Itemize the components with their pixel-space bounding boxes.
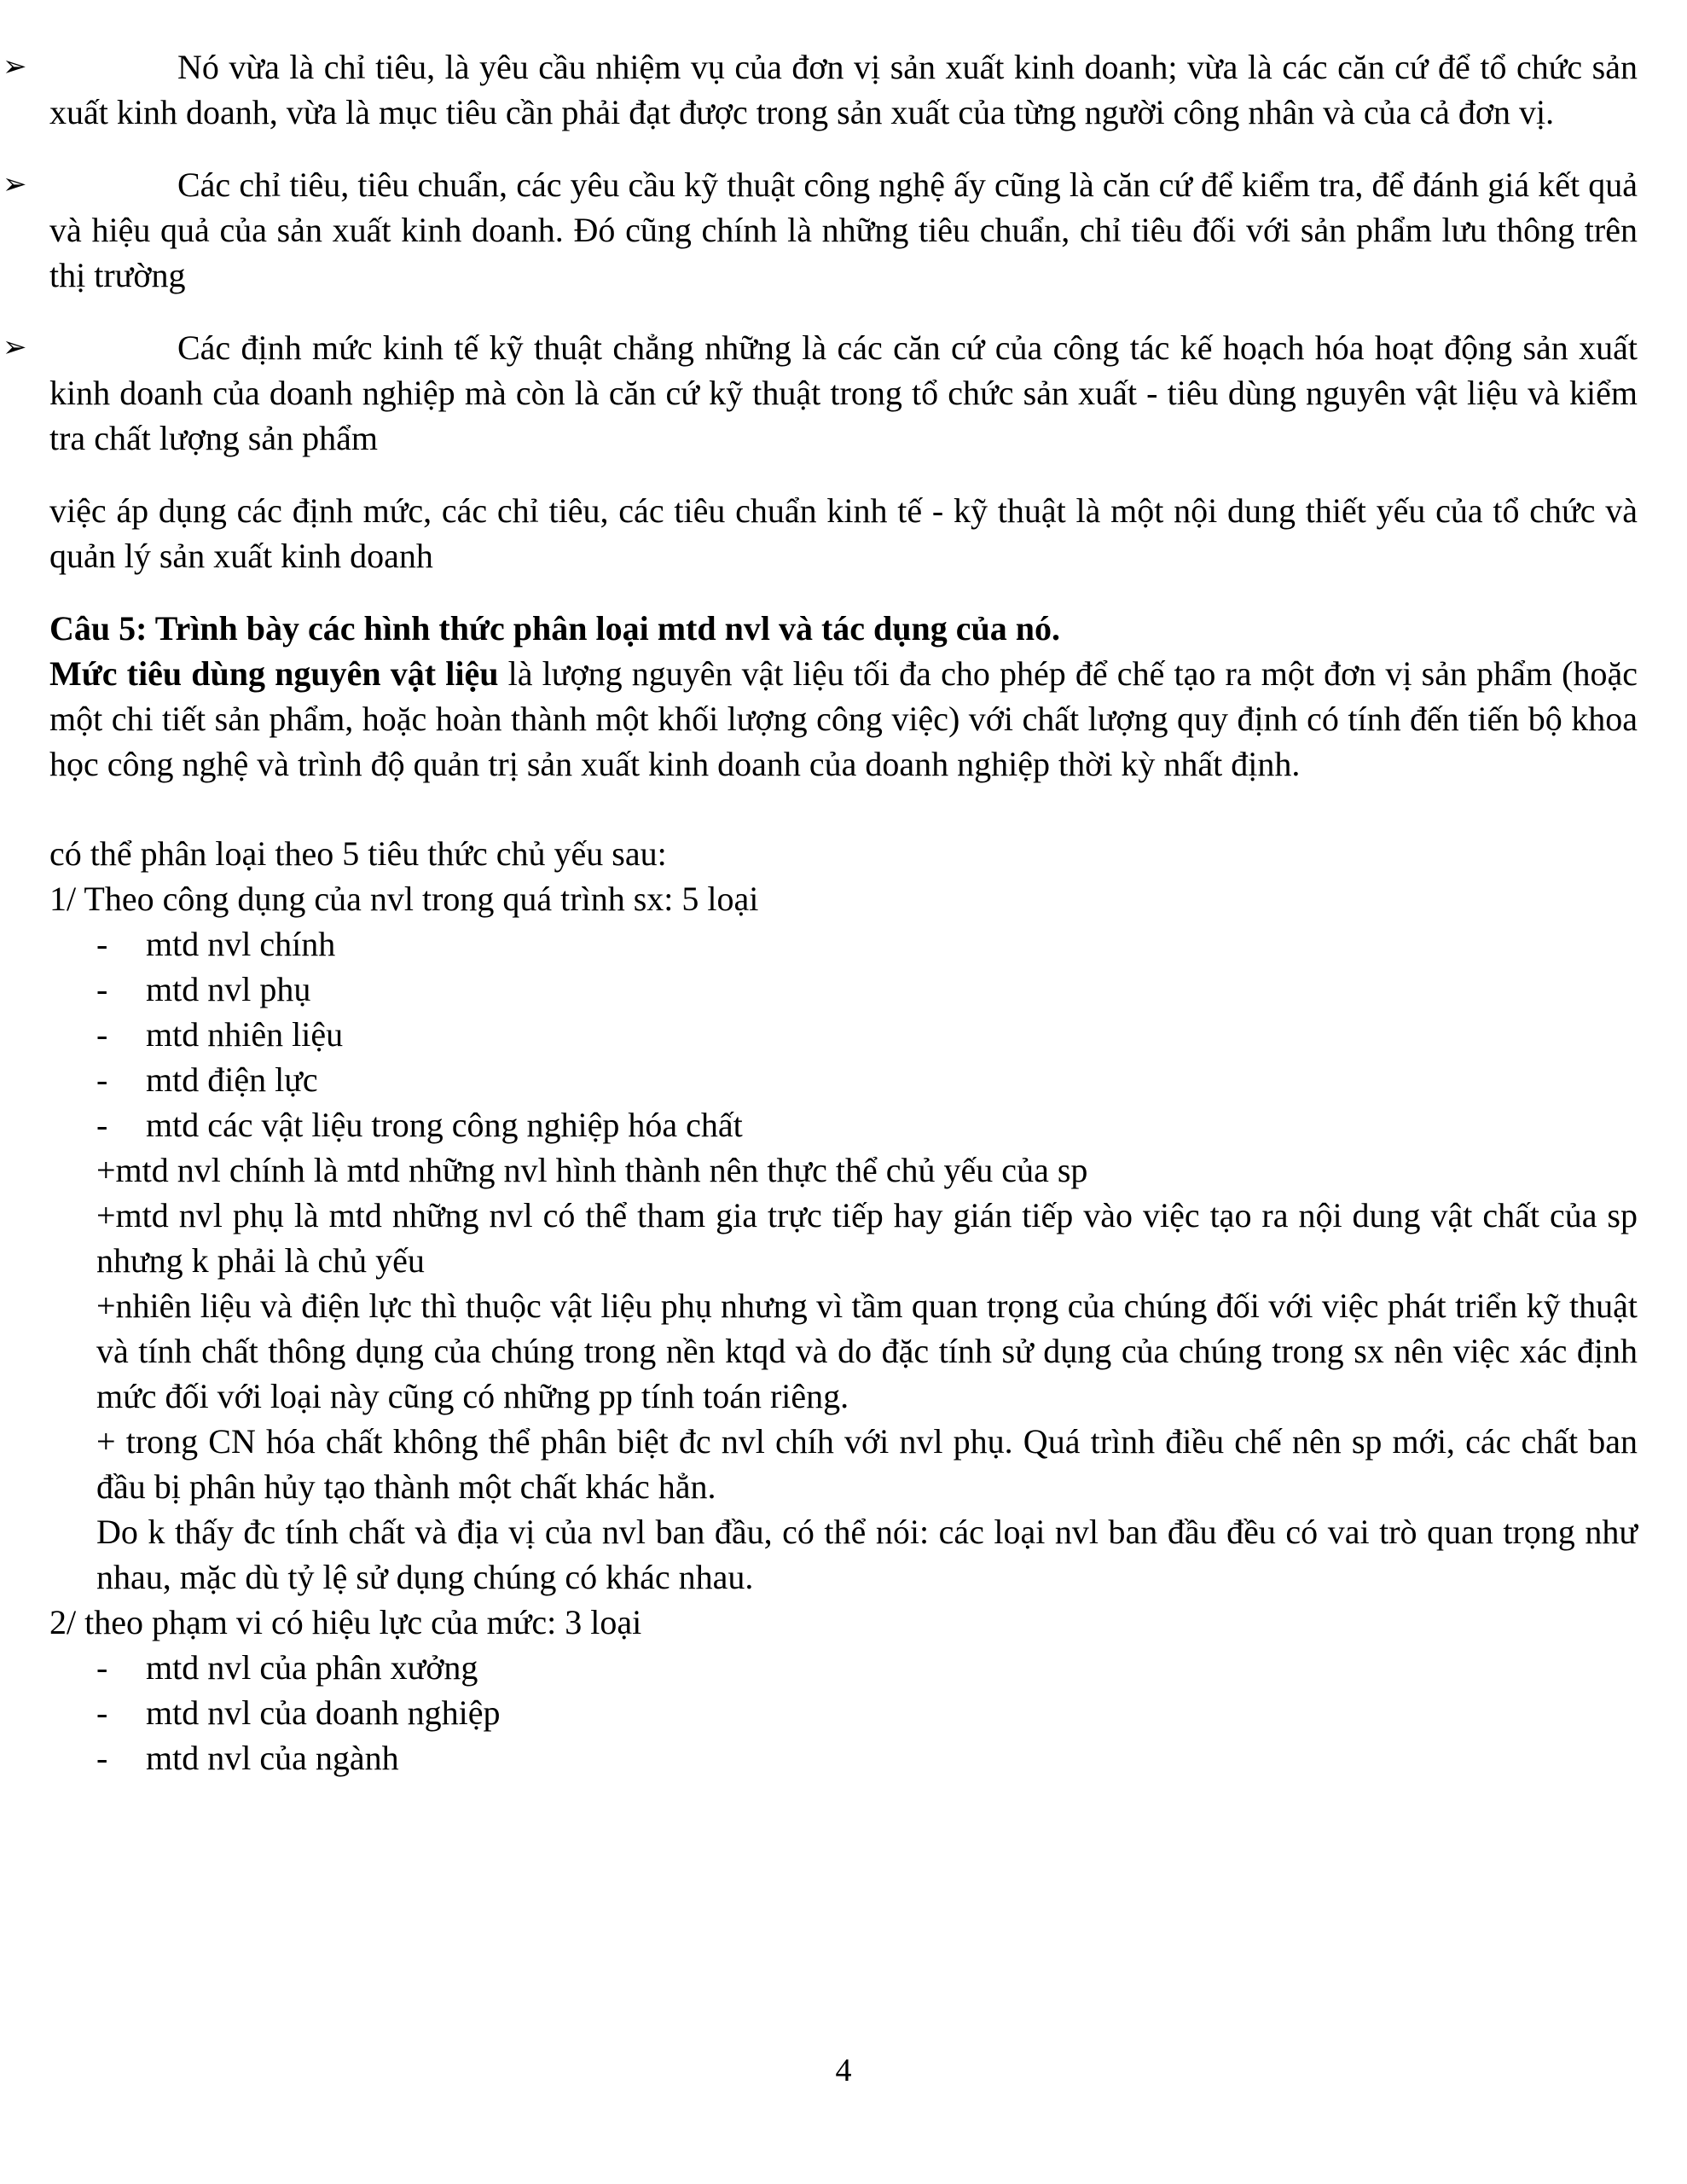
- dash-bullet-icon: -: [96, 1693, 108, 1732]
- section-1-note: +nhiên liệu và điện lực thì thuộc vật liệu phụ nhưng vì tầm quan trọng của chúng đối với việc phát triển kỹ thuật và tính chất thông dụng của chúng trong nền ktqd và do đặc tính sử dụng của chúng trong sx nên việc xác định mức đối với loại này cũng có những pp tính toán riêng.: [96, 1287, 1638, 1415]
- list-item-text: mtd nhiên liệu: [146, 1015, 344, 1054]
- bullet-paragraph: [3, 162, 1638, 298]
- bullet-paragraph-text: Nó vừa là chỉ tiêu, là yêu cầu nhiệm vụ của đơn vị sản xuất kinh doanh; vừa là các căn cứ để tổ chức sản xuất kinh doanh, vừa là mục tiêu cần phải đạt được trong sản xuất của từng người công nhân và của cả đơn vị.: [49, 48, 1638, 131]
- list-item: [96, 1057, 1638, 1102]
- list-item: [96, 1102, 1638, 1147]
- arrow-bullet-icon: ➢: [3, 167, 27, 201]
- list-item: [96, 1690, 1638, 1735]
- dash-bullet-icon: -: [96, 925, 108, 963]
- list-item-text: mtd nvl của ngành: [146, 1739, 399, 1777]
- classification-intro: có thể phân loại theo 5 tiêu thức chủ yếu sau:: [49, 834, 667, 873]
- list-item: [96, 967, 1638, 1012]
- definition-paragraph: [49, 651, 1638, 787]
- list-item: [96, 1645, 1638, 1690]
- list-item-text: mtd các vật liệu trong công nghiệp hóa chất: [146, 1106, 743, 1144]
- definition-text: là lượng nguyên vật liệu tối đa cho phép để chế tạo ra một đơn vị sản phẩm (hoặc một chi tiết sản phẩm, hoặc hoàn thành một khối lượng công việc) với chất lượng quy định có tính đến tiến bộ khoa học công nghệ và trình độ quản trị sản xuất kinh doanh của doanh nghiệp thời kỳ nhất định.: [49, 654, 1638, 783]
- arrow-bullet-icon: ➢: [3, 330, 27, 364]
- summary-paragraph: việc áp dụng các định mức, các chỉ tiêu, các tiêu chuẩn kinh tế - kỹ thuật là một nội dung thiết yếu của tổ chức và quản lý sản xuất kinh doanh: [49, 491, 1638, 575]
- section-1-note: +mtd nvl phụ là mtd những nvl có thể tham gia trực tiếp hay gián tiếp vào việc tạo ra nội dung vật chất của sp nhưng k phải là chủ yếu: [96, 1196, 1638, 1280]
- section-1-list: [49, 921, 1638, 1147]
- list-item-text: mtd nvl của doanh nghiệp: [146, 1693, 501, 1732]
- list-item-text: mtd nvl chính: [146, 925, 336, 963]
- bullet-paragraph-text: Các chỉ tiêu, tiêu chuẩn, các yêu cầu kỹ thuật công nghệ ấy cũng là căn cứ để kiểm tra, để đánh giá kết quả và hiệu quả của sản xuất kinh doanh. Đó cũng chính là những tiêu chuẩn, chỉ tiêu đối với sản phẩm lưu thông trên thị trường: [49, 166, 1638, 294]
- section-2-title: 2/ theo phạm vi có hiệu lực của mức: 3 loại: [49, 1603, 642, 1641]
- list-item: [96, 1735, 1638, 1780]
- dash-bullet-icon: -: [96, 1015, 108, 1054]
- dash-bullet-icon: -: [96, 1106, 108, 1144]
- list-item-text: mtd nvl phụ: [146, 970, 311, 1008]
- bullet-paragraph: [3, 325, 1638, 461]
- list-item-text: mtd nvl của phân xưởng: [146, 1648, 478, 1687]
- dash-bullet-icon: -: [96, 970, 108, 1008]
- section-2-list: [49, 1645, 1638, 1780]
- page-content: [3, 44, 1638, 1780]
- section-1-title: 1/ Theo công dụng của nvl trong quá trình sx: 5 loại: [49, 880, 759, 918]
- arrow-bullet-icon: ➢: [3, 49, 27, 84]
- dash-bullet-icon: -: [96, 1060, 108, 1099]
- definition-term: Mức tiêu dùng nguyên vật liệu: [49, 654, 499, 693]
- page-number: 4: [835, 2053, 852, 2088]
- list-item-text: mtd điện lực: [146, 1060, 318, 1099]
- question-heading: Câu 5: Trình bày các hình thức phân loại mtd nvl và tác dụng của nó.: [49, 609, 1060, 648]
- bullet-paragraph-text: Các định mức kinh tế kỹ thuật chẳng những là các căn cứ của công tác kế hoạch hóa hoạt động sản xuất kinh doanh của doanh nghiệp mà còn là căn cứ kỹ thuật trong tổ chức sản xuất - tiêu dùng nguyên vật liệu và kiểm tra chất lượng sản phẩm: [49, 328, 1638, 457]
- dash-bullet-icon: -: [96, 1739, 108, 1777]
- dash-bullet-icon: -: [96, 1648, 108, 1687]
- section-1-note: Do k thấy đc tính chất và địa vị của nvl ban đầu, có thể nói: các loại nvl ban đầu đều có vai trò quan trọng như nhau, mặc dù tỷ lệ sử dụng chúng có khác nhau.: [96, 1513, 1638, 1596]
- list-item: [96, 921, 1638, 967]
- bullet-paragraph: [3, 44, 1638, 135]
- section-1-note: + trong CN hóa chất không thể phân biệt đc nvl chíh với nvl phụ. Quá trình điều chế nên sp mới, các chất ban đầu bị phân hủy tạo thành một chất khác hẳn.: [96, 1422, 1638, 1506]
- section-1-note: +mtd nvl chính là mtd những nvl hình thành nên thực thể chủ yếu của sp: [96, 1151, 1088, 1189]
- list-item: [96, 1012, 1638, 1057]
